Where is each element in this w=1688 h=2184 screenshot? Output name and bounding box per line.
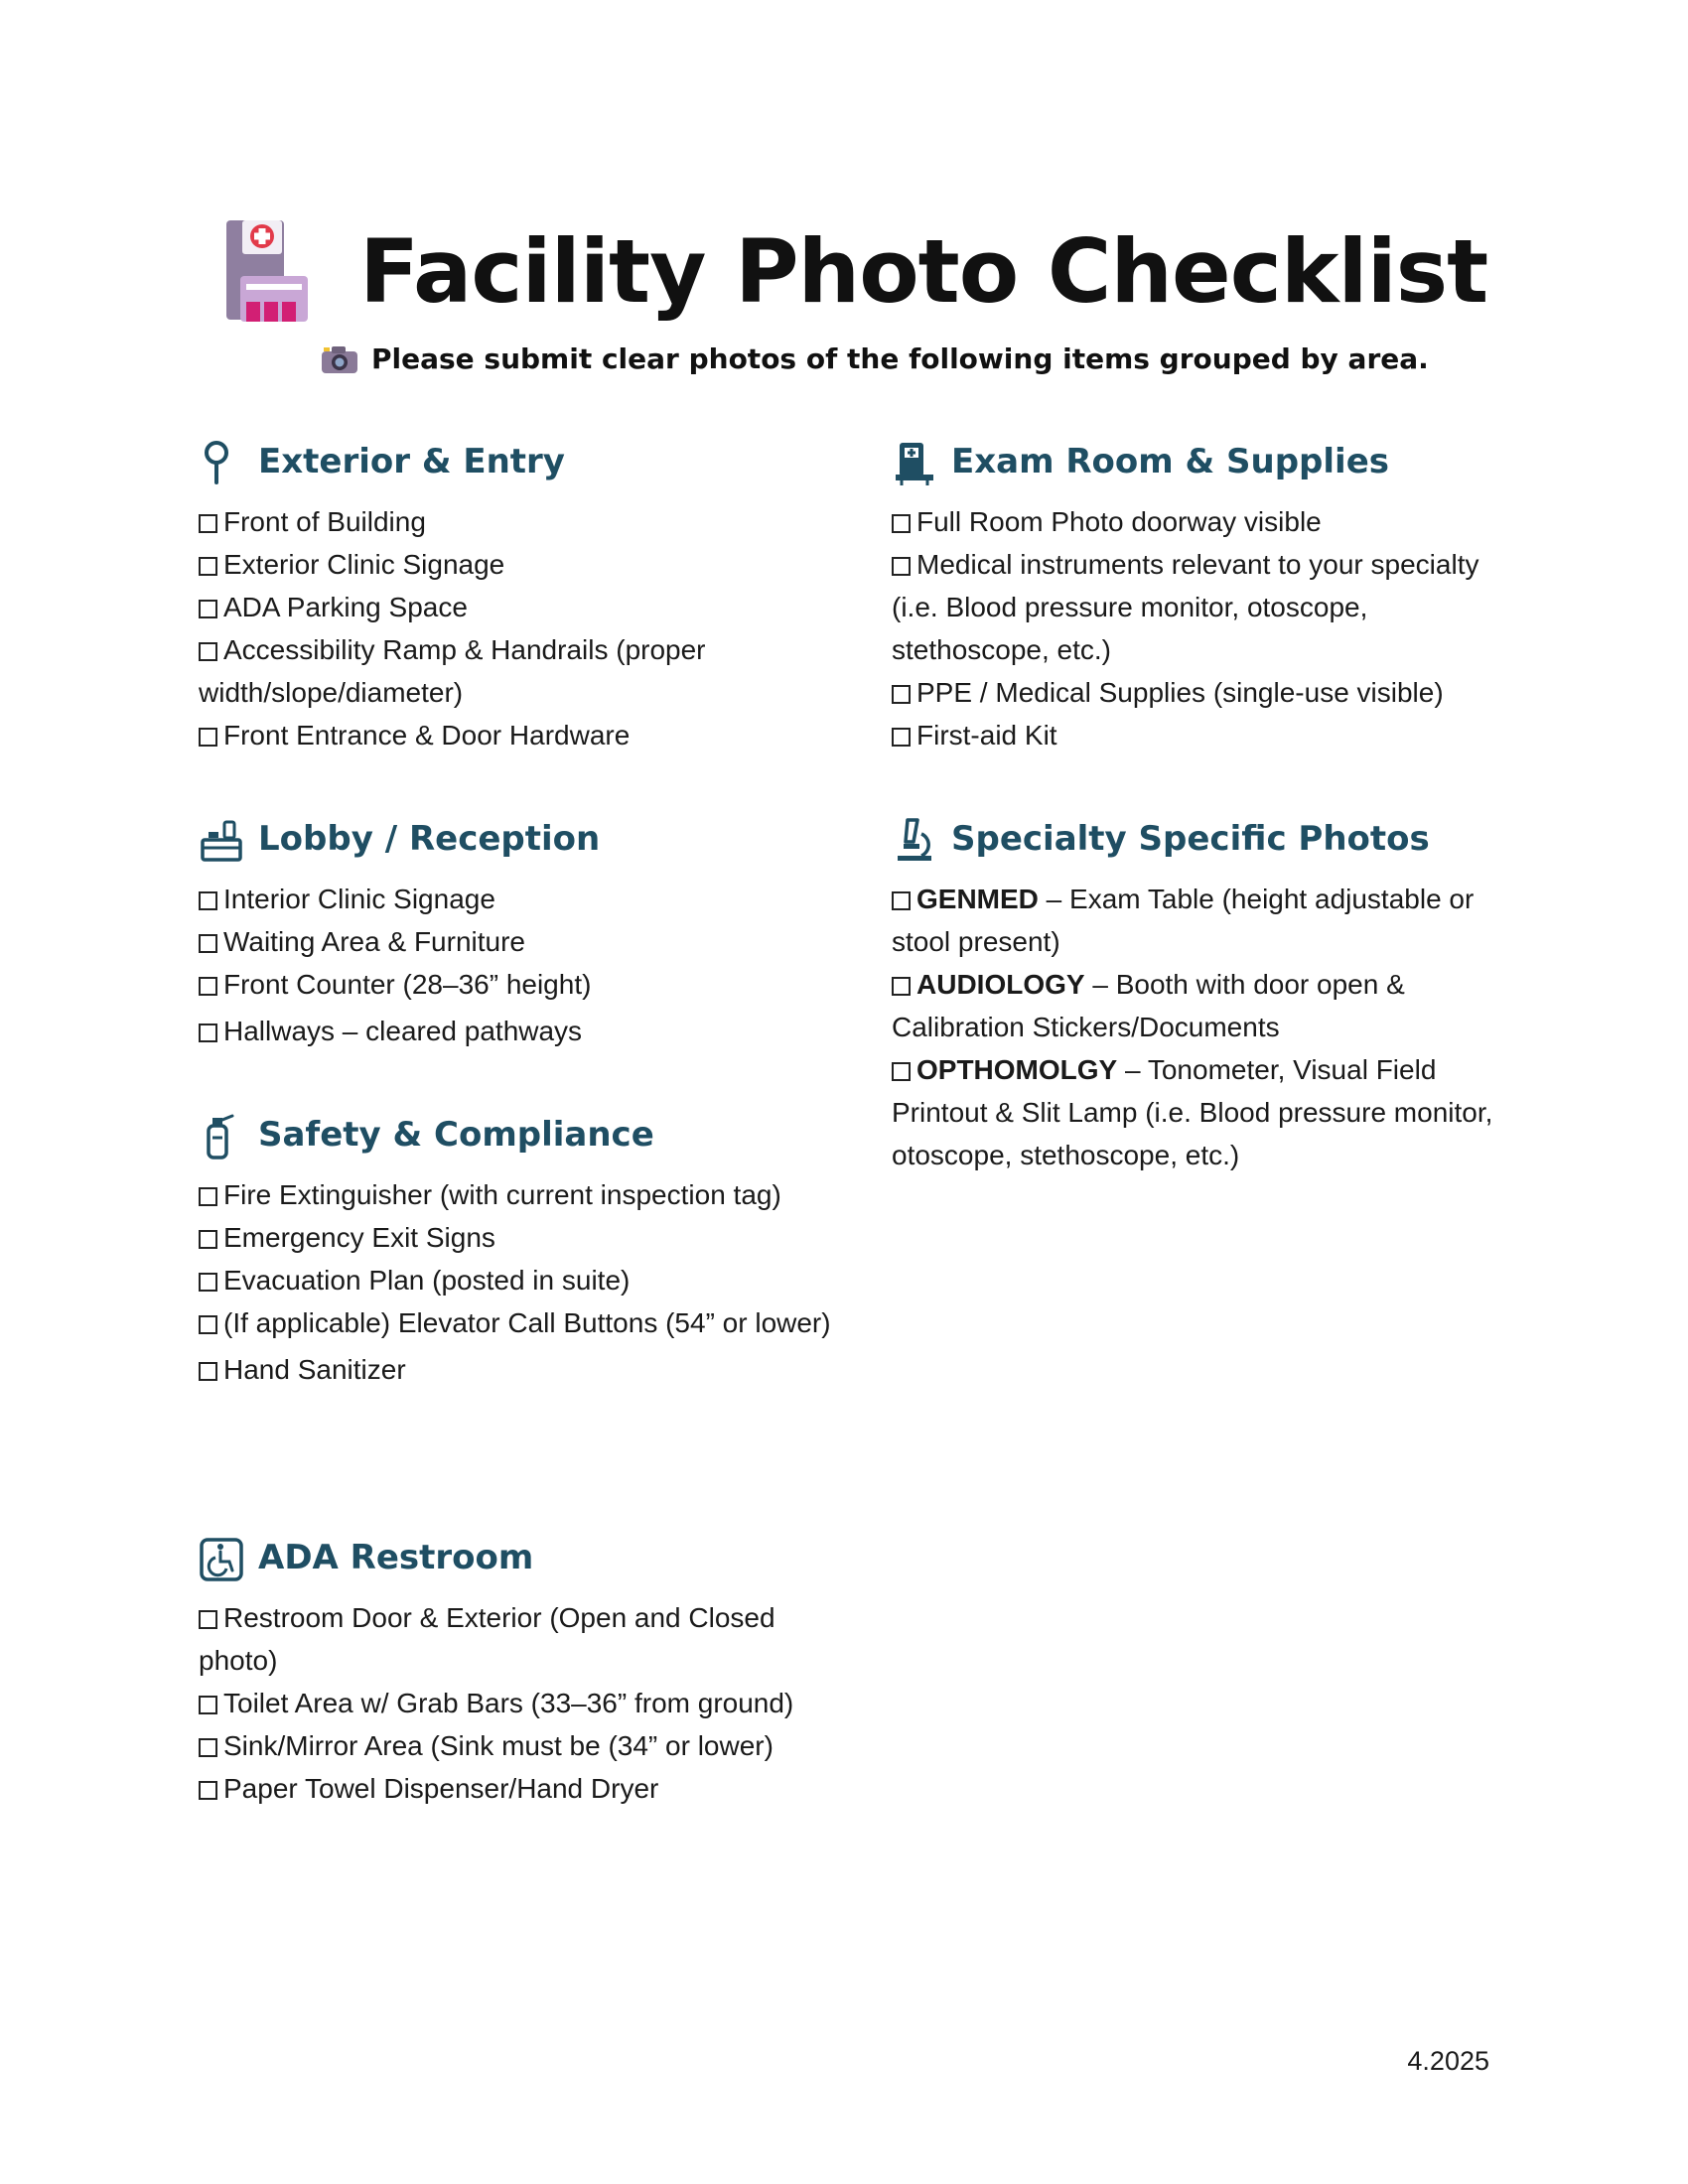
checkbox-icon[interactable] [199,557,217,576]
checkbox-icon[interactable] [199,934,217,953]
checklist-item[interactable]: Front Entrance & Door Hardware [199,714,834,756]
checklist-items [199,500,834,756]
checklist-item[interactable]: GENMED – Exam Table (height adjustable or stool present) [892,884,1475,957]
checklist-item[interactable]: First-aid Kit [892,714,1527,756]
checkbox-icon[interactable] [199,891,217,910]
checkbox-icon[interactable] [199,600,217,618]
fire-extinguisher-icon [199,1112,244,1160]
section-exam-room-supplies [892,433,1527,756]
checkbox-icon[interactable] [199,1273,217,1292]
checklist-item[interactable]: Interior Clinic Signage [199,878,834,920]
checkbox-icon[interactable] [892,557,911,576]
checkbox-icon[interactable] [199,977,217,996]
section-lobby-reception [199,810,834,1052]
checkbox-icon[interactable] [199,1315,217,1334]
checklist-item[interactable]: OPTHOMOLGY – Tonometer, Visual Field Printout & Slit Lamp (i.e. Blood pressure monitor, otoscope, stethoscope, etc.) [892,1054,1493,1170]
checklist-items [199,1173,834,1391]
checklist-item[interactable]: Front Counter (28–36” height) [199,963,834,1006]
subtitle-row [320,338,1429,381]
checkbox-icon[interactable] [199,1187,217,1206]
checkbox-icon[interactable] [892,977,911,996]
checklist-item[interactable]: Hand Sanitizer [199,1348,834,1391]
checklist-item[interactable]: PPE / Medical Supplies (single-use visible) [892,671,1527,714]
hospital-building-icon [220,220,312,324]
checklist-item[interactable]: Full Room Photo doorway visible [892,500,1527,543]
checklist-items [892,878,1527,1176]
section-ada-restroom [199,1529,834,1810]
checkbox-icon[interactable] [199,1781,217,1800]
checklist-items [199,878,834,1052]
wheelchair-icon [199,1535,244,1582]
checklist-item[interactable]: Accessibility Ramp & Handrails (proper width/slope/diameter) [199,634,706,708]
checkbox-icon[interactable] [892,1062,911,1081]
medical-clipboard-icon [892,439,937,486]
checklist-item[interactable]: Waiting Area & Furniture [199,920,834,963]
title-row [220,216,1511,336]
checkbox-icon[interactable] [199,1362,217,1381]
checkbox-icon[interactable] [199,1230,217,1249]
section-safety-compliance [199,1106,834,1391]
checkbox-icon[interactable] [199,1024,217,1042]
specialty-label: GENMED [916,884,1039,914]
checkbox-icon[interactable] [892,728,911,747]
checklist-item[interactable]: Emergency Exit Signs [199,1216,834,1259]
map-pin-icon [199,439,244,486]
checklist-item[interactable]: Sink/Mirror Area (Sink must be (34” or lower) [199,1724,834,1767]
checkbox-icon[interactable] [892,514,911,533]
section-title: Exterior & Entry [258,442,565,481]
page-subtitle: Please submit clear photos of the following items grouped by area. [371,342,1429,375]
checkbox-icon[interactable] [199,514,217,533]
checklist-item[interactable]: Toilet Area w/ Grab Bars (33–36” from ground) [199,1682,834,1724]
checklist-items [199,1596,834,1810]
checklist-items [892,500,1527,756]
checkbox-icon[interactable] [892,891,911,910]
checkbox-icon[interactable] [199,1738,217,1757]
checklist-item[interactable]: Exterior Clinic Signage [199,543,834,586]
checklist-item[interactable]: Fire Extinguisher (with current inspection tag) [199,1173,834,1216]
checklist-item[interactable]: Restroom Door & Exterior (Open and Closed photo) [199,1602,775,1676]
checklist-item[interactable]: (If applicable) Elevator Call Buttons (54” or lower) [199,1301,834,1344]
checkbox-icon[interactable] [892,685,911,704]
microscope-icon [892,816,937,864]
checkbox-icon[interactable] [199,728,217,747]
reception-desk-icon [199,816,244,864]
checklist-item[interactable]: AUDIOLOGY – Booth with door open & Calibration Stickers/Documents [892,969,1405,1042]
section-title: Specialty Specific Photos [951,819,1430,859]
checkbox-icon[interactable] [199,642,217,661]
page-title: Facility Photo Checklist [359,220,1488,323]
checklist-item[interactable]: ADA Parking Space [199,586,834,628]
section-exterior-entry [199,433,834,756]
checklist-item[interactable]: Evacuation Plan (posted in suite) [199,1259,834,1301]
section-title: ADA Restroom [258,1538,534,1577]
specialty-label: AUDIOLOGY [916,969,1085,1000]
checklist-item[interactable]: Paper Towel Dispenser/Hand Dryer [199,1767,834,1810]
checklist-item[interactable]: Hallways – cleared pathways [199,1010,834,1052]
section-specialty-photos [892,810,1527,1176]
specialty-label: OPTHOMOLGY [916,1054,1118,1085]
section-title: Safety & Compliance [258,1115,654,1155]
checklist-item[interactable]: Medical instruments relevant to your specialty (i.e. Blood pressure monitor, otoscope, stethoscope, etc.) [892,549,1479,665]
camera-icon [320,343,359,375]
section-title: Exam Room & Supplies [951,442,1389,481]
revision-date: 4.2025 [1407,2046,1489,2076]
section-title: Lobby / Reception [258,819,601,859]
checklist-item[interactable]: Front of Building [199,500,834,543]
checkbox-icon[interactable] [199,1610,217,1629]
checkbox-icon[interactable] [199,1696,217,1714]
